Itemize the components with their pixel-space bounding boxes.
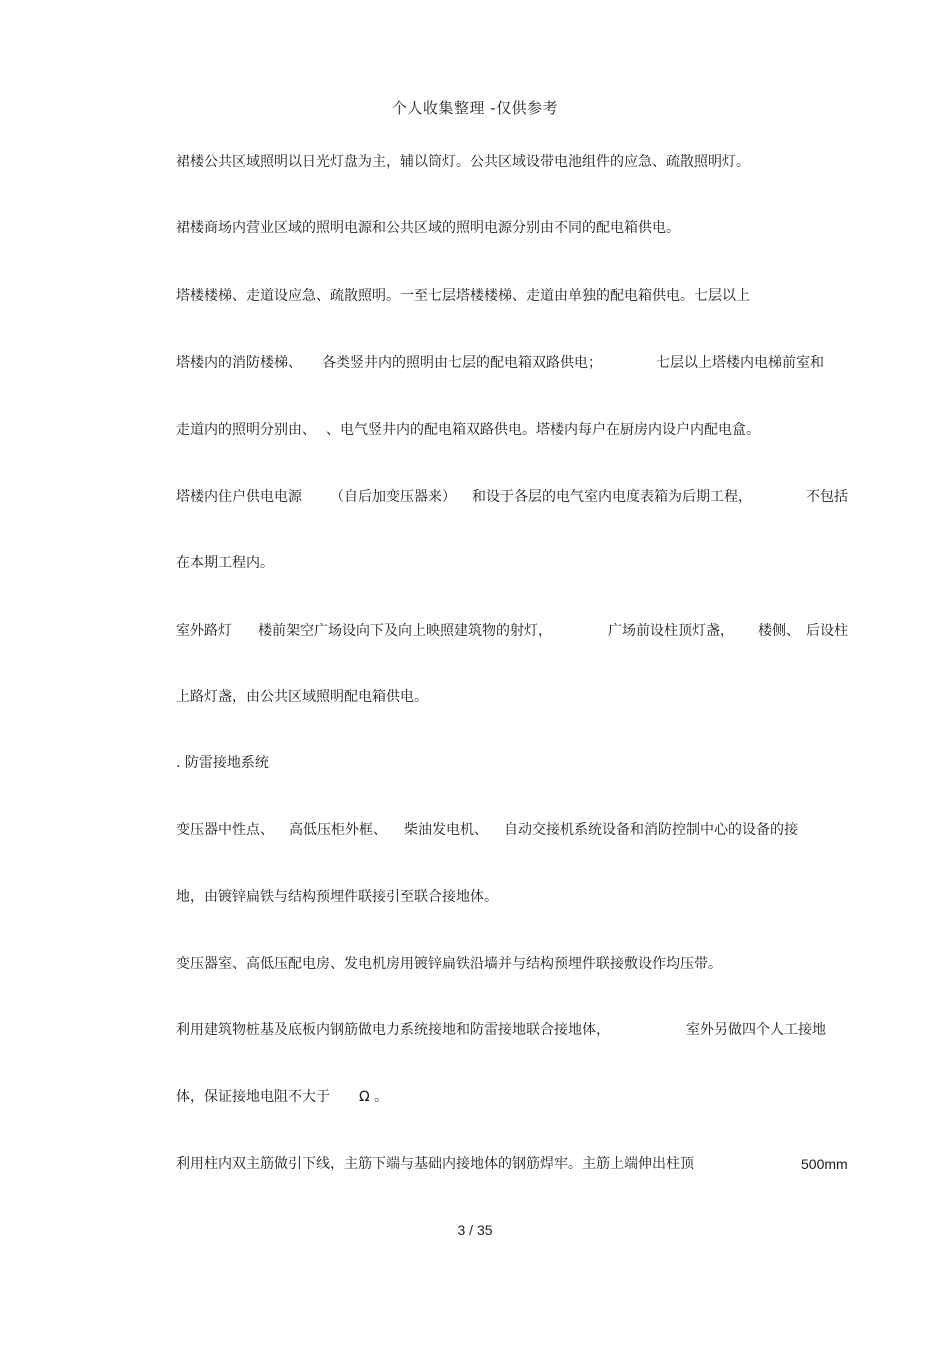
text-segment: 自动交接机系统设备和消防控制中心的设备的接 bbox=[504, 822, 798, 838]
text-segment: . 防雷接地系统 bbox=[176, 755, 269, 771]
text-segment: 柴油发电机、 bbox=[404, 822, 488, 838]
text-segment: 七层以上塔楼内电梯前室和 bbox=[656, 355, 824, 371]
text-segment: 在本期工程内。 bbox=[176, 555, 274, 571]
text-segment: 广场前设柱顶灯盏， bbox=[608, 623, 734, 639]
text-segment: 利用建筑物桩基及底板内钢筋做电力系统接地和防雷接地联合接地体， bbox=[176, 1022, 610, 1038]
text-segment: 塔楼楼梯、走道设应急、疏散照明。一至七层塔楼楼梯、走道由单独的配电箱供电。七层以上 bbox=[176, 288, 750, 304]
text-segment: 走道内的照明分别由、 bbox=[176, 422, 316, 438]
text-segment: 地，由镀锌扁铁与结构预埋件联接引至联合接地体。 bbox=[176, 889, 498, 905]
text-segment: 利用柱内双主筋做引下线，主筋下端与基础内接地体的钢筋焊牢。主筋上端伸出柱顶 bbox=[176, 1156, 694, 1172]
text-segment: 体，保证接地电阻不大于 bbox=[176, 1089, 330, 1105]
text-segment: 裙楼商场内营业区域的照明电源和公共区域的照明电源分别由不同的配电箱供电。 bbox=[176, 220, 680, 236]
text-segment: 和设于各层的电气室内电度表箱为后期工程， bbox=[472, 489, 752, 505]
text-segment: 500mm bbox=[801, 1156, 848, 1172]
text-segment: 室外路灯 bbox=[176, 623, 232, 639]
text-segment: 塔楼内住户供电电源 bbox=[176, 489, 302, 505]
text-segment: 室外另做四个人工接地 bbox=[686, 1022, 826, 1038]
text-segment: （自后加变压器来） bbox=[330, 489, 456, 505]
text-segment: Ω 。 bbox=[359, 1089, 389, 1105]
text-segment: 楼侧、 bbox=[758, 623, 800, 639]
text-segment: 变压器中性点、 bbox=[176, 822, 274, 838]
text-segment: 高低压柜外框、 bbox=[289, 822, 387, 838]
text-segment: 塔楼内的消防楼梯、 bbox=[176, 355, 302, 371]
text-segment: 裙楼公共区域照明以日光灯盘为主，辅以筒灯。公共区域设带电池组件的应急、疏散照明灯。 bbox=[176, 154, 750, 170]
text-segment: 楼前架空广场设向下及向上映照建筑物的射灯， bbox=[258, 623, 552, 639]
page-number: 3 / 35 bbox=[457, 1222, 493, 1238]
text-segment: 变压器室、高低压配电房、发电机房用镀锌扁铁沿墙并与结构预埋件联接敷设作均压带。 bbox=[176, 956, 722, 972]
page-header: 个人收集整理 -仅供参考 bbox=[391, 99, 559, 117]
text-segment: 后设柱 bbox=[806, 623, 848, 639]
text-segment: 、电气竖井内的配电箱双路供电。塔楼内每户在厨房内设户内配电盒。 bbox=[326, 422, 760, 438]
text-segment: 上路灯盏，由公共区域照明配电箱供电。 bbox=[176, 689, 428, 705]
text-segment: 不包括 bbox=[806, 489, 848, 505]
text-segment: 各类竖井内的照明由七层的配电箱双路供电； bbox=[322, 355, 602, 371]
